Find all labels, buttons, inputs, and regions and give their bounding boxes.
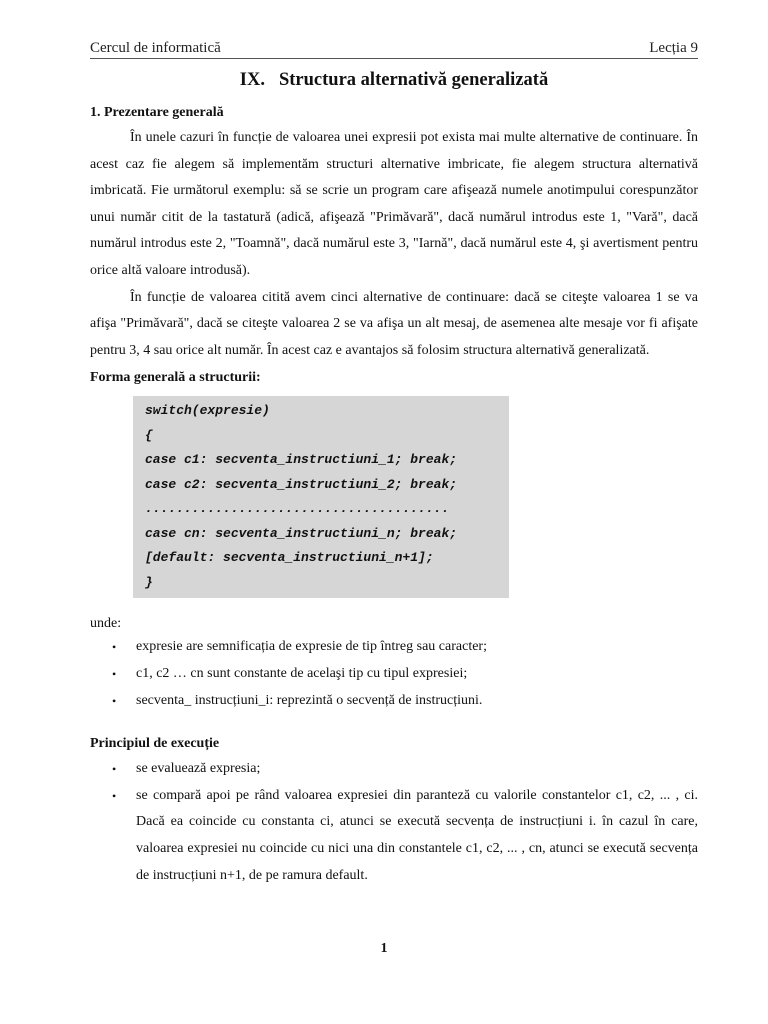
bullet-icon: •	[112, 788, 117, 803]
bullet-icon: •	[112, 666, 117, 681]
execution-steps-list	[90, 756, 698, 889]
code-line: {	[145, 427, 153, 443]
list-item	[90, 661, 698, 688]
chapter-title-text: Structura alternativă generalizată	[278, 70, 549, 90]
list-item-text: c1, c2 … cn sunt constante de acelaşi tip cu tipul expresiei;	[136, 665, 468, 681]
list-item-text: se compară apoi pe rând valoarea expresiei din paranteză cu valorile constantelor c1, c2, ... , ci. Dacă ea coincide cu constanta ci, atunci se execută secvența de instrucțiuni i. în cazul în care, valoarea expresiei nu coincide cu nici una din constantele c1, c2, ... , cn, atunci se execută secvența de instrucțiuni n+1, de pe ramura default.	[136, 787, 698, 883]
where-label: unde:	[90, 616, 122, 632]
page-number: 1	[380, 941, 388, 956]
list-item-text: expresie are semnificația de expresie de tip întreg sau caracter;	[136, 639, 487, 655]
page-header	[90, 40, 698, 59]
bullet-icon: •	[112, 762, 117, 777]
list-item	[90, 634, 698, 661]
chapter-number: IX.	[239, 70, 265, 90]
code-line: }	[145, 574, 153, 590]
header-course-name: Cercul de informatică	[90, 40, 221, 56]
document-page	[90, 40, 698, 889]
bullet-icon: •	[112, 693, 117, 708]
section-heading: 1. Prezentare generală	[90, 105, 224, 120]
intro-paragraph: În unele cazuri în funcție de valoarea unei expresii pot exista mai multe alternative de continuare. În acest caz fie alegem să implementăm structuri alternative imbricate, fie alegem structura alternativă imbricată. Fie următorul exemplu: să se scrie un program care afişează numele anotimpului corespunzător unui număr citit de la tastatură (adică, afişează "Primăvară", dacă numărul introdus este 1, "Vară", dacă numărul introdus este 2, "Toamnă", dacă numărul este 3, "Iarnă", dacă numărul este 4, şi avertisment pentru orice altă valoare introdusă).	[90, 130, 698, 278]
code-line: case c2: secventa_instructiuni_2; break;	[145, 476, 458, 492]
list-item	[90, 688, 698, 715]
list-item	[90, 783, 698, 889]
list-item-text: se evaluează expresia;	[136, 761, 261, 777]
code-line: case c1: secventa_instructiuni_1; break;	[145, 452, 458, 468]
header-lesson-number: Lecția 9	[649, 40, 698, 56]
chapter-title	[90, 67, 698, 93]
execution-heading: Principiul de execuție	[90, 736, 220, 752]
code-line: .......................................	[145, 501, 450, 517]
list-item-text: secventa_ instrucțiuni_i: reprezintă o secvență de instrucțiuni.	[136, 692, 483, 708]
definitions-list	[90, 634, 698, 714]
alternatives-paragraph: În funcție de valoarea citită avem cinci alternative de continuare: dacă se citeşte valoarea 1 se va afişa "Primăvară", dacă se citeşte valoarea 2 se va afişa un alt mesaj, de asemenea alte mesaje vor fi afişate pentru 3, 4 sau orice alt număr. În acest caz e avantajos să folosim structura alternativă generalizată.	[90, 289, 698, 358]
code-line: switch(expresie)	[145, 403, 270, 419]
code-block	[133, 396, 509, 598]
general-form-heading: Forma generală a structurii:	[90, 370, 261, 386]
code-line: case cn: secventa_instructiuni_n; break;	[145, 525, 458, 541]
code-line: [default: secventa_instructiuni_n+1];	[145, 550, 434, 566]
bullet-icon: •	[112, 640, 117, 655]
list-item	[90, 756, 698, 783]
